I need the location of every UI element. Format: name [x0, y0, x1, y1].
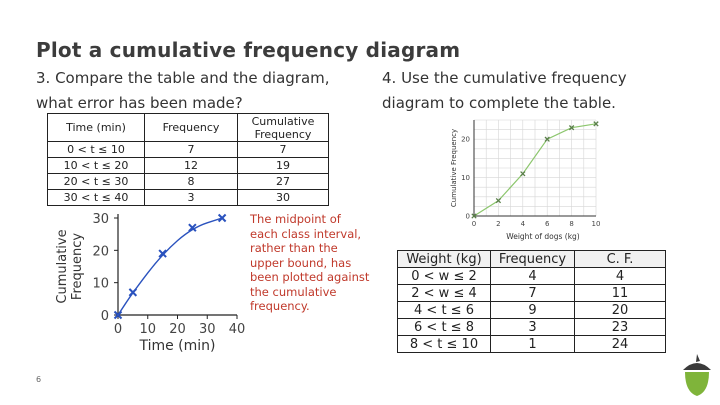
x-tick-label: 0	[113, 322, 123, 337]
table-header-row	[398, 251, 666, 268]
table-row	[398, 319, 666, 336]
x-axis-label: Weight of dogs (kg)	[506, 232, 580, 241]
y-axis-label: CumulativeFrequency	[55, 229, 85, 304]
weight-frequency-table	[397, 250, 666, 353]
table-row	[48, 174, 329, 190]
table-row	[398, 285, 666, 302]
x-axis-label: Time (min)	[139, 338, 216, 354]
x-tick-label: 40	[228, 322, 246, 337]
table-cell: 19	[238, 158, 329, 174]
cumulative-frequency-curve	[118, 218, 222, 315]
y-tick-label: 10	[92, 276, 109, 292]
table-cell: 12	[145, 158, 238, 174]
x-tick-label: 10	[139, 322, 157, 337]
table-header: Frequency	[145, 114, 238, 142]
slide-title: Plot a cumulative frequency diagram	[36, 38, 461, 62]
x-tick-label: 20	[169, 322, 186, 337]
table-header: Frequency	[491, 251, 575, 268]
table-header: Cumulative Frequency	[238, 114, 329, 142]
table-cell: 23	[575, 319, 666, 336]
error-explanation-note: The midpoint of each class interval, rather than the upper bound, has been plotted against the cumulative frequency.	[250, 212, 370, 313]
table-cell: 27	[238, 174, 329, 190]
y-axis-label: Cumulative Frequency	[450, 128, 458, 208]
table-cell: 9	[491, 302, 575, 319]
table-cell: 4	[491, 268, 575, 285]
table-row	[398, 336, 666, 353]
table-cell: 7	[145, 142, 238, 158]
x-tick-label: 6	[544, 220, 550, 228]
table-cell: 3	[145, 190, 238, 206]
x-tick-label: 0	[471, 220, 477, 228]
x-tick-label: 10	[591, 220, 601, 228]
table-cell: 8	[145, 174, 238, 190]
table-cell: 8 < t ≤ 10	[398, 336, 491, 353]
table-cell: 7	[491, 285, 575, 302]
table-header: C. F.	[575, 251, 666, 268]
table-header-row	[48, 114, 329, 142]
table-cell: 0 < t ≤ 10	[48, 142, 145, 158]
question-3: 3. Compare the table and the diagram, what error has been made?	[36, 69, 330, 112]
table-cell: 20 < t ≤ 30	[48, 174, 145, 190]
y-tick-label: 20	[461, 135, 470, 144]
table-header: Weight (kg)	[398, 251, 491, 268]
table-header: Time (min)	[48, 114, 145, 142]
table-cell: 30 < t ≤ 40	[48, 190, 145, 206]
y-tick-label: 0	[100, 309, 109, 324]
acorn-cap	[683, 363, 711, 370]
table-cell: 20	[575, 302, 666, 319]
table-cell: 3	[491, 319, 575, 336]
question-4: 4. Use the cumulative frequency diagram to complete the table.	[382, 69, 627, 112]
x-tick-label: 2	[496, 220, 501, 228]
table-cell: 11	[575, 285, 666, 302]
table-cell: 10 < t ≤ 20	[48, 158, 145, 174]
table-cell: 2 < w ≤ 4	[398, 285, 491, 302]
time-cumulative-frequency-chart	[50, 208, 250, 358]
page-number: 6	[36, 375, 42, 384]
table-cell: 4	[575, 268, 666, 285]
y-tick-label: 30	[92, 212, 109, 227]
table-row	[48, 158, 329, 174]
table-cell: 6 < t ≤ 8	[398, 319, 491, 336]
y-tick-label: 20	[92, 244, 109, 260]
table-cell: 7	[238, 142, 329, 158]
table-cell: 24	[575, 336, 666, 353]
table-cell: 1	[491, 336, 575, 353]
acorn-logo-icon	[680, 352, 714, 398]
dog-weight-cumulative-frequency-chart	[446, 110, 606, 245]
x-tick-label: 30	[198, 322, 216, 337]
y-tick-label: 0	[465, 212, 470, 221]
table-row	[48, 190, 329, 206]
table-cell: 4 < t ≤ 6	[398, 302, 491, 319]
x-tick-label: 8	[569, 220, 574, 228]
table-cell: 0 < w ≤ 2	[398, 268, 491, 285]
x-tick-label: 4	[520, 220, 526, 228]
table-row	[48, 142, 329, 158]
y-tick-label: 10	[461, 174, 470, 183]
table-cell: 30	[238, 190, 329, 206]
acorn-stem	[696, 354, 700, 362]
acorn-nut	[685, 372, 709, 396]
table-row	[398, 302, 666, 319]
time-frequency-table	[47, 113, 329, 206]
table-row	[398, 268, 666, 285]
